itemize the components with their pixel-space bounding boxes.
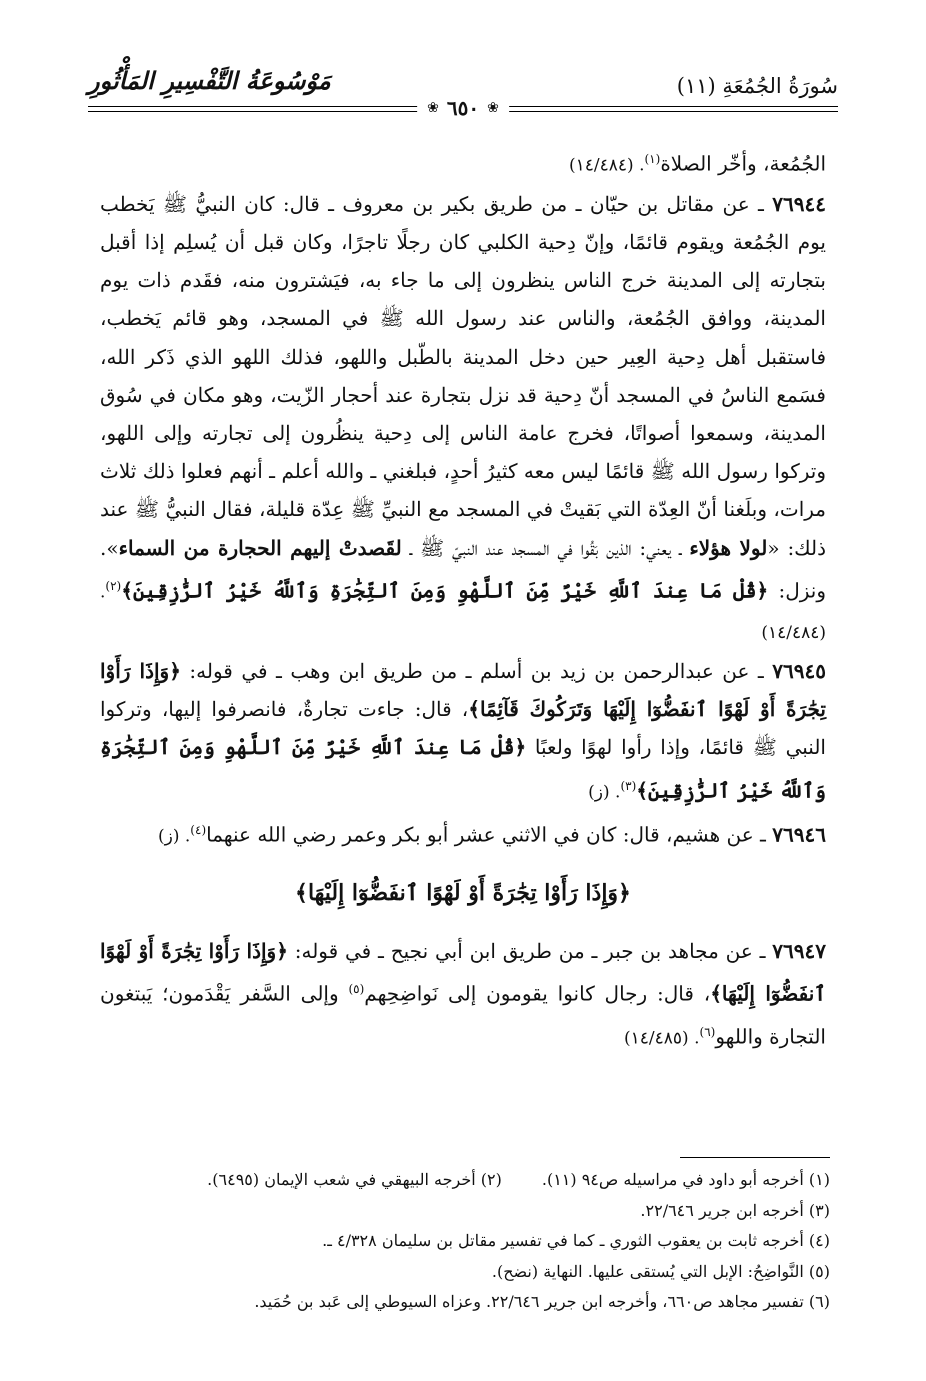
page-number-box [417, 96, 509, 120]
footnotes [100, 1165, 830, 1318]
reference: . (ز) [158, 827, 191, 848]
footnote-marker[interactable]: (٤) [190, 823, 207, 838]
narration-number: ٧٦٩٤٧ [772, 939, 826, 964]
quran-verse: ﴿قُلْ مَا عِندَ ٱللَّهِ خَيْرٌ مِّنَ ٱللَّهْوِ وَمِنَ ٱلتِّجَٰرَةِ وَٱللَّهُ خَيْرُ ٱلرَّٰزِقِينَ﴾ [100, 735, 826, 803]
text: ». ونزل: [100, 535, 827, 603]
text: ـ يعني: الذين بَقُوا في المسجد عند النبيّ ﷺ ـ [401, 535, 690, 560]
text: ـ عن هشيم، قال: كان في الاثني عشر أبو بكر وعمر رضي الله عنهما [206, 823, 773, 848]
footnote-marker[interactable]: (١) [644, 152, 661, 166]
ornament-icon: ❀ [427, 100, 439, 116]
footnote-marker[interactable]: (٣) [620, 778, 637, 793]
footnote-marker[interactable]: (٦) [699, 1025, 716, 1040]
verse-heading: ﴿وَإِذَا رَأَوْا تِجَٰرَةً أَوْ لَهْوًا ٱنفَضُّوٓا إِلَيْهَا﴾ [295, 880, 631, 907]
narration-76946 [100, 811, 826, 856]
surah-label: سُورَةُ الجُمُعَةِ (١١) [676, 74, 838, 98]
footnote-3: (٣) أخرجه ابن جرير ٢٢/٦٤٦. [640, 1200, 830, 1220]
book-title: مَوْسُوعَةُ التَّفْسِيرِ المَأْثُورِ [88, 66, 331, 95]
text: ، قال: جاءت تجارةٌ، فانصرفوا إليها، وتركوا النبي ﷺ قائمًا، وإذا رأوا لهوًا ولعبًا [100, 697, 826, 760]
narration-number: ٧٦٩٤٥ [772, 658, 826, 683]
paragraph-continuation [100, 140, 826, 185]
main-text [100, 140, 826, 1058]
narration-number: ٧٦٩٤٦ [772, 823, 826, 848]
footnote-marker[interactable]: (٥) [348, 982, 365, 997]
hadith-quote: لولا هؤلاء [689, 535, 768, 560]
page-number: ٦٥٠ [446, 96, 480, 120]
ornament-icon: ❀ [487, 100, 499, 116]
text: ـ عن مجاهد بن جبر ـ من طريق ابن أبي نجيح ـ في قوله: [287, 939, 773, 964]
page-header [88, 62, 838, 118]
text: الجُمُعة، وأخّر الصلاة [660, 151, 826, 176]
quran-verse: ﴿وَإِذَا رَأَوْا تِجَٰرَةً أَوْ لَهْوًا ٱنفَضُّوٓا إِلَيْهَا وَتَرَكُوكَ قَآئِمًا﴾ [100, 658, 826, 722]
narration-76945 [100, 652, 826, 811]
text: وإلى السَّفر يَقْدَمون؛ يَبتغون التجارة واللهو [100, 982, 826, 1049]
text: ـ عن عبدالرحمن بن زيد بن أسلم ـ من طريق ابن وهب ـ في قوله: [180, 658, 773, 683]
footnote-1: (١) أخرجه أبو داود في مراسيله ص٩٤ (١١). [541, 1170, 830, 1189]
reference: . (ز) [588, 782, 621, 803]
reference: . (١٤/٤٨٤) [100, 582, 826, 643]
narration-number: ٧٦٩٤٤ [772, 191, 826, 216]
reference: . (١٤/٤٨٤) [569, 155, 645, 176]
footnote-4: (٤) أخرجه ثابت بن يعقوب الثوري ـ كما في تفسير مقاتل بن سليمان ٤/٣٢٨ ـ. [322, 1231, 830, 1250]
footnote-6: (٦) تفسير مجاهد ص٦٦٠، وأخرجه ابن جرير ٢٢/٦٤٦. وعزاه السيوطي إلى عَبد بن حُمَيد. [254, 1292, 830, 1311]
text: ـ عن مقاتل بن حيّان ـ من طريق بكير بن معروف ـ قال: كان النبيُّ ﷺ يَخطب يوم الجُمُعة ويقوم قائمًا، وإنّ دِحية الكلبي كان رجلًا تاجرًا، وكان قبل أن يُسلِم إذا أقبل بتجارته إلى المدينة خرج الناس ينظرون إلى ما جاء به، فيَشترون منه، فقَدم ذات يوم المدينة، ووافق الجُمُعة، والناس عند رسول الله ﷺ في المسجد، وهو قائم يَخطب، فاستقبل أهل دِحية العِير حين دخل المدينة بالطّبل واللهو، فذلك اللهو الذي ذَكر الله، فسَمع الناسُ في المسجد أنّ دِحية قد نزل بتجارة عند أحجار الزّيت، وهو مكان في سُوق المدينة، وسمعوا أصواتًا، فخرج عامة الناس إلى دِحية ينظُرون إلى تجارته وإلى اللهو، وتركوا رسول الله ﷺ قائمًا ليس معه كثيرُ أحدٍ، فبلغني ـ والله أعلم ـ أنهم فعلوا ذلك ثلاث مرات، وبلَغنا أنّ العِدّة التي بَقيتْ في المسجد مع النبيِّ ﷺ عِدّة قليلة، فقال النبيُّ ﷺ عند ذلك: « [100, 191, 827, 560]
text: ، قال: رجال كانوا يقومون إلى نَواضِحِهم [364, 982, 711, 1007]
reference: . (١٤/٤٨٥) [624, 1029, 700, 1049]
narration-76947 [100, 932, 826, 1058]
quran-verse: ﴿وَإِذَا رَأَوْا تِجَٰرَةً أَوْ لَهْوًا ٱنفَضُّوٓا إِلَيْهَا﴾ [100, 939, 826, 1007]
footnote-row [100, 1165, 830, 1196]
narration-76944 [100, 185, 826, 652]
footnote-separator [680, 1157, 830, 1158]
footnote-5: (٥) النَّواضِحُ: الإبل التي يُستقى عليها. النهاية (نضح). [491, 1261, 830, 1281]
footnote-marker[interactable]: (٢) [105, 578, 122, 593]
quran-verse: ﴿قُلْ مَا عِندَ ٱللَّهِ خَيْرٌ مِّنَ ٱللَّهْوِ وَمِنَ ٱلتِّجَٰرَةِ وَٱللَّهُ خَيْرُ ٱلرَّٰزِقِينَ﴾ [121, 578, 769, 603]
hadith-quote: لقَصدتْ إليهم الحجارة من السماء [118, 535, 402, 560]
footnote-2: (٢) أخرجه البيهقي في شعب الإيمان (٦٤٩٥). [207, 1170, 502, 1189]
